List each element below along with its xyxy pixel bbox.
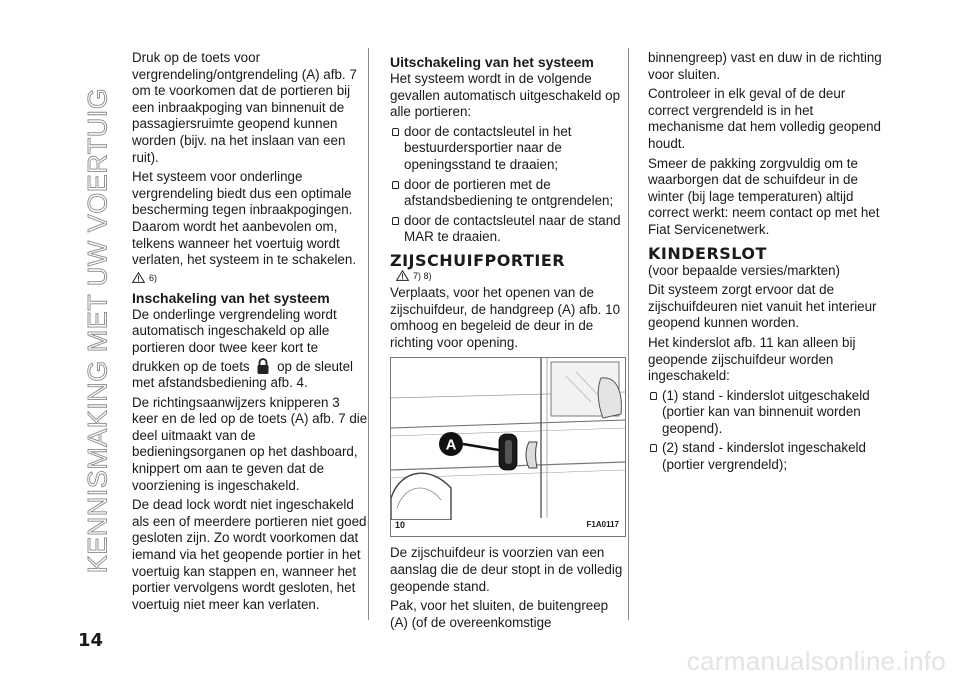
figure-code: F1A0117 <box>586 519 619 529</box>
column-3 <box>648 50 884 477</box>
list-item: door de contactsleutel naar de stand MAR te draaien. <box>390 213 626 246</box>
column-2 <box>390 50 626 634</box>
paragraph: Pak, voor het sluiten, de buitengreep (A) (of de overeenkomstige <box>390 598 609 630</box>
list-item: door de contactsleutel in het bestuurdersportier naar de openingsstand te draaien; <box>390 124 626 174</box>
paragraph: Dit systeem zorgt ervoor dat de zijschuifdeuren niet vanuit het interieur geopend kunnen worden. <box>648 282 877 331</box>
column-divider-1 <box>368 48 369 620</box>
column-divider-2 <box>628 48 629 620</box>
reference-number: 6) <box>149 272 158 283</box>
paragraph: Druk op de toets voor vergrendeling/ontgrendeling (A) afb. 7 om te voorkomen dat de portieren bij een inbraakpoging van binnenuit de passagiersruimte geopend kunnen worden (bijv. na het inslaan van een ruit). <box>132 50 357 165</box>
warning-triangle-icon <box>132 272 145 283</box>
warning-reference <box>132 272 368 284</box>
paragraph: De richtingsaanwijzers knipperen 3 keer en de led op de toets (A) afb. 7 die deel uitmaakt van de bedieningsorganen op het dashboard, knippert om aan te geven dat de voorziening is ingeschakeld. <box>132 394 368 493</box>
watermark: carmanualsonline.info <box>686 646 946 676</box>
section-heading: Inschakeling van het systeem <box>132 289 330 306</box>
paragraph: Het systeem wordt in de volgende gevallen automatisch uitgeschakeld op alle portieren: <box>390 71 621 120</box>
list-item: door de portieren met de afstandsbediening te ontgrendelen; <box>390 177 626 210</box>
reference-numbers: 7) 8) <box>413 270 432 281</box>
paragraph: Het systeem voor onderlinge vergrendeling biedt dus een optimale bescherming tegen inbraakpogingen. Daarom wordt het aanbevolen om, telkens wanneer het voertuig wordt verlaten, het systeem in te schakelen. <box>132 169 357 268</box>
chapter-heading: KINDERSLOT <box>648 243 767 263</box>
list-item: (1) stand - kinderslot uitgeschakeld (portier kan van binnenuit worden geopend). <box>648 388 884 438</box>
figure-sliding-door <box>390 357 626 537</box>
chapter-heading: ZIJSCHUIFPORTIER <box>390 250 566 270</box>
figure-number: 10 <box>395 519 406 530</box>
paragraph: (voor bepaalde versies/markten) <box>648 262 841 278</box>
column-1 <box>132 50 368 616</box>
chapter-side-title <box>78 50 118 610</box>
list-item: (2) stand - kinderslot ingeschakeld (portier vergrendeld); <box>648 440 884 473</box>
padlock-key-button-icon <box>255 357 271 375</box>
paragraph: De zijschuifdeur is voorzien van een aanslag die de deur stopt in de volledig geopende stand. <box>390 545 623 594</box>
chapter-title: KENNISMAKING MET UW VOERTUIG <box>82 87 113 573</box>
figure-callout: A <box>445 436 457 454</box>
paragraph: Smeer de pakking zorgvuldig om te waarborgen dat de schuifdeur in de winter (bij lage temperaturen) altijd correct werkt: neem contact op met het Fiat Servicenetwerk. <box>648 155 880 237</box>
paragraph: De dead lock wordt niet ingeschakeld als een of meerdere portieren niet goed gesloten zijn. Zo wordt voorkomen dat iemand via het geopende portier in het voertuig kan stappen en, wanneer het portier vervolgens wordt gesloten, het voertuig niet meer kan verlaten. <box>132 497 367 612</box>
paragraph: binnengreep) vast en duw in de richting voor sluiten. <box>648 50 882 82</box>
section-heading: Uitschakeling van het systeem <box>390 54 594 70</box>
paragraph: De onderlinge vergrendeling wordt automatisch ingeschakeld op alle portieren door twee keer kort te drukken op de toets op de sleutel met afstandsbediening afb. 4. <box>132 306 354 391</box>
van-side-illustration <box>391 358 625 520</box>
paragraph: Verplaats, voor het openen van de zijschuifdeur, de handgreep (A) afb. 10 omhoog en begeleid de deur in de richting voor opening. <box>390 284 621 350</box>
paragraph: Controleer in elk geval of de deur correct vergrendeld is in het mechanisme dat hem volledig geopend houdt. <box>648 86 881 151</box>
page-number: 14 <box>78 630 104 651</box>
warning-triangle-icon <box>396 270 409 281</box>
paragraph: Het kinderslot afb. 11 kan alleen bij geopende zijschuifdeur worden ingeschakeld: <box>648 334 856 384</box>
warning-reference <box>390 270 626 282</box>
